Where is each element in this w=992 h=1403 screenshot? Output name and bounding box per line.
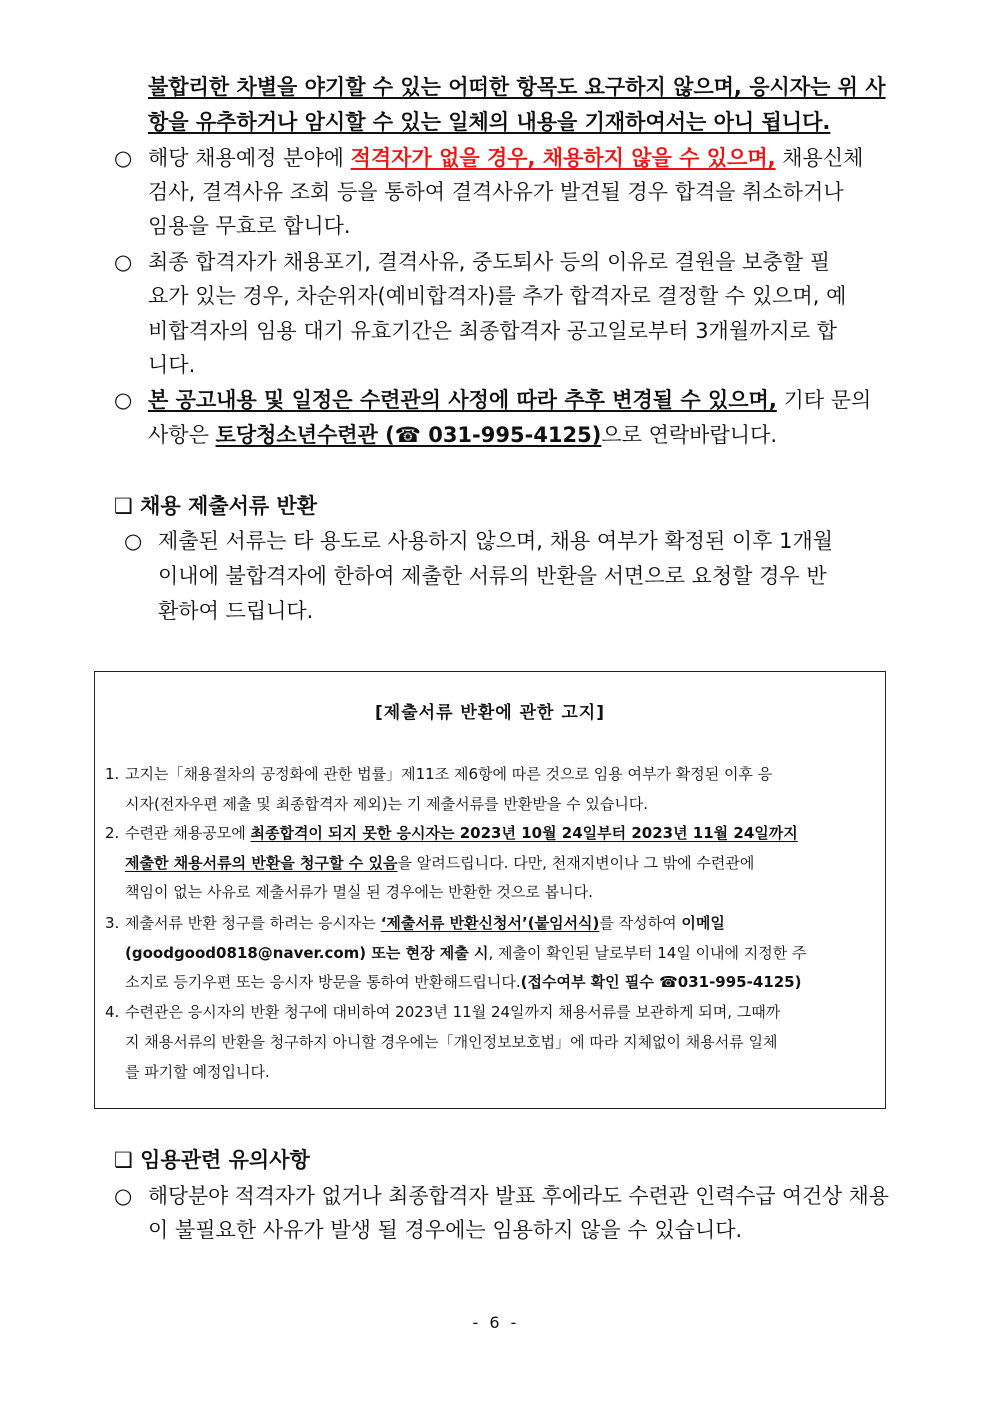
disqualify-line-3: 임용을 무효로 합니다. bbox=[148, 214, 351, 238]
notice-item-1-line-1: 고지는「채용절차의 공정화에 관한 법률」제11조 제6항에 따른 것으로 임용 여부가 확정된 이후 응 bbox=[125, 765, 773, 783]
notice-item-2-bold-2: 제출한 채용서류의 반환을 청구할 수 있음 bbox=[125, 854, 398, 872]
notice-item-4-line-2: 지 채용서류의 반환을 청구하지 아니할 경우에는「개인정보보호법」에 따라 지체없이 채용서류 일체 bbox=[125, 1033, 778, 1051]
notice-line2-post: 으로 연락바랍니다. bbox=[601, 423, 777, 447]
notice-bold-text: 본 공고내용 및 일정은 수련관의 사정에 따라 추후 변경될 수 있으며, bbox=[148, 388, 777, 412]
notice-item-2-line-2 bbox=[125, 852, 879, 874]
bullet-circle: ○ bbox=[114, 146, 133, 170]
notice-item-2-pre: 수련관 채용공모에 bbox=[125, 824, 251, 842]
notice-item-3-email: (goodgood0818@naver.com) 또는 현장 제출 시 bbox=[125, 944, 489, 962]
reserve-line-4: 니다. bbox=[148, 353, 196, 377]
disqualify-red-text: 적격자가 없을 경우, 채용하지 않을 수 있으며, bbox=[350, 146, 776, 170]
section-title-return: 채용 제출서류 반환 bbox=[140, 494, 318, 518]
disqualify-line-1 bbox=[148, 143, 892, 173]
notice-item-2-line-3: 책임이 없는 사유로 제출서류가 멸실 된 경우에는 반환한 것으로 봅니다. bbox=[125, 883, 593, 901]
disqualify-pre: 해당 채용예정 분야에 bbox=[148, 146, 351, 170]
notice-item-3-form-name: ‘제출서류 반환신청서’(붙임서식) bbox=[380, 914, 600, 932]
notice-item-4-line-1: 수련관은 응시자의 반환 청구에 대비하여 2023년 11월 24일까지 채용서류를 보관하게 되며, 그때까 bbox=[125, 1003, 781, 1021]
return-line-3: 환하여 드립니다. bbox=[158, 599, 314, 623]
notice-item-number: 1. bbox=[105, 765, 120, 783]
top-para-line-1: 불합리한 차별을 야기할 수 있는 어떠한 항목도 요구하지 않으며, 응시자는 위 사 bbox=[148, 75, 886, 99]
notice-item-number: 4. bbox=[105, 1003, 120, 1021]
notice-line2-pre: 사항은 bbox=[148, 423, 216, 447]
section-square-icon: ❑ bbox=[114, 494, 133, 518]
section-square-icon: ❑ bbox=[114, 1148, 133, 1172]
notice-item-number: 3. bbox=[105, 914, 120, 932]
return-line-2: 이내에 불합격자에 한하여 제출한 서류의 반환을 서면으로 요청할 경우 반 bbox=[158, 564, 827, 588]
notice-item-3-line-1 bbox=[125, 912, 879, 934]
notice-box-title: [제출서류 반환에 관한 고지] bbox=[375, 703, 605, 723]
section-heading-return bbox=[114, 491, 317, 521]
contact-phone: 토당청소년수련관 (☎ 031-995-4125) bbox=[215, 423, 602, 447]
disqualify-post: 채용신체 bbox=[775, 146, 864, 170]
reserve-line-3: 비합격자의 임용 대기 유효기간은 최종합격자 공고일로부터 3개월까지로 합 bbox=[148, 319, 837, 343]
notice-line-1 bbox=[148, 385, 892, 415]
reserve-line-1: 최종 합격자가 채용포기, 결격사유, 중도퇴사 등의 이유로 결원을 보충할 필 bbox=[148, 250, 831, 274]
notice-item-4-line-3: 를 파기할 예정입니다. bbox=[125, 1063, 270, 1081]
notice-item-2-post: 을 알려드립니다. 다만, 천재지변이나 그 밖에 수련관에 bbox=[397, 854, 755, 872]
appoint-line-1: 해당분야 적격자가 없거나 최종합격자 발표 후에라도 수련관 인력수급 여건상 채용 bbox=[148, 1184, 889, 1208]
bullet-circle: ○ bbox=[114, 388, 133, 412]
notice-box bbox=[94, 671, 886, 1109]
section-title-appoint: 임용관련 유의사항 bbox=[140, 1148, 310, 1172]
notice-item-3-pre: 제출서류 반환 청구를 하려는 응시자는 bbox=[125, 914, 381, 932]
disqualify-line-2: 검사, 결격사유 조회 등을 통하여 결격사유가 발견될 경우 합격을 취소하거나 bbox=[148, 180, 844, 204]
notice-item-3-phone: (접수여부 확인 필수 ☎031-995-4125) bbox=[520, 973, 802, 991]
bullet-circle: ○ bbox=[114, 250, 133, 274]
section-heading-appoint bbox=[114, 1145, 310, 1175]
notice-post-text: 기타 문의 bbox=[776, 388, 872, 412]
notice-item-3-line-2 bbox=[125, 942, 879, 964]
notice-line-2 bbox=[148, 420, 777, 450]
return-line-1: 제출된 서류는 타 용도로 사용하지 않으며, 채용 여부가 확정된 이후 1개월 bbox=[158, 529, 834, 553]
bullet-circle: ○ bbox=[124, 529, 143, 553]
page-number: - 6 - bbox=[472, 1313, 520, 1332]
appoint-line-2: 이 불필요한 사유가 발생 될 경우에는 임용하지 않을 수 있습니다. bbox=[148, 1218, 743, 1242]
notice-item-3-email-label: 이메일 bbox=[681, 914, 725, 932]
notice-item-number: 2. bbox=[105, 824, 120, 842]
notice-item-3-post: , 제출이 확인된 날로부터 14일 이내에 지정한 주 bbox=[488, 944, 807, 962]
notice-item-2-bold: 최종합격이 되지 못한 응시자는 2023년 10월 24일부터 2023년 11월 24일까지 bbox=[250, 824, 798, 842]
notice-item-2-line-1 bbox=[125, 822, 879, 844]
notice-item-1-line-2: 시자(전자우편 제출 및 최종합격자 제외)는 기 제출서류를 반환받을 수 있습니다. bbox=[125, 795, 649, 813]
notice-item-3-mid: 를 작성하여 bbox=[599, 914, 682, 932]
reserve-line-2: 요가 있는 경우, 차순위자(예비합격자)를 추가 합격자로 결정할 수 있으며, 예 bbox=[148, 284, 847, 308]
top-para-line-2: 항을 유추하거나 암시할 수 있는 일체의 내용을 기재하여서는 아니 됩니다. bbox=[148, 110, 831, 134]
notice-item-3-line-3 bbox=[125, 971, 801, 993]
notice-item-3-l3-pre: 소지로 등기우편 또는 응시자 방문을 통하여 반환해드립니다. bbox=[125, 973, 521, 991]
bullet-circle: ○ bbox=[114, 1184, 133, 1208]
